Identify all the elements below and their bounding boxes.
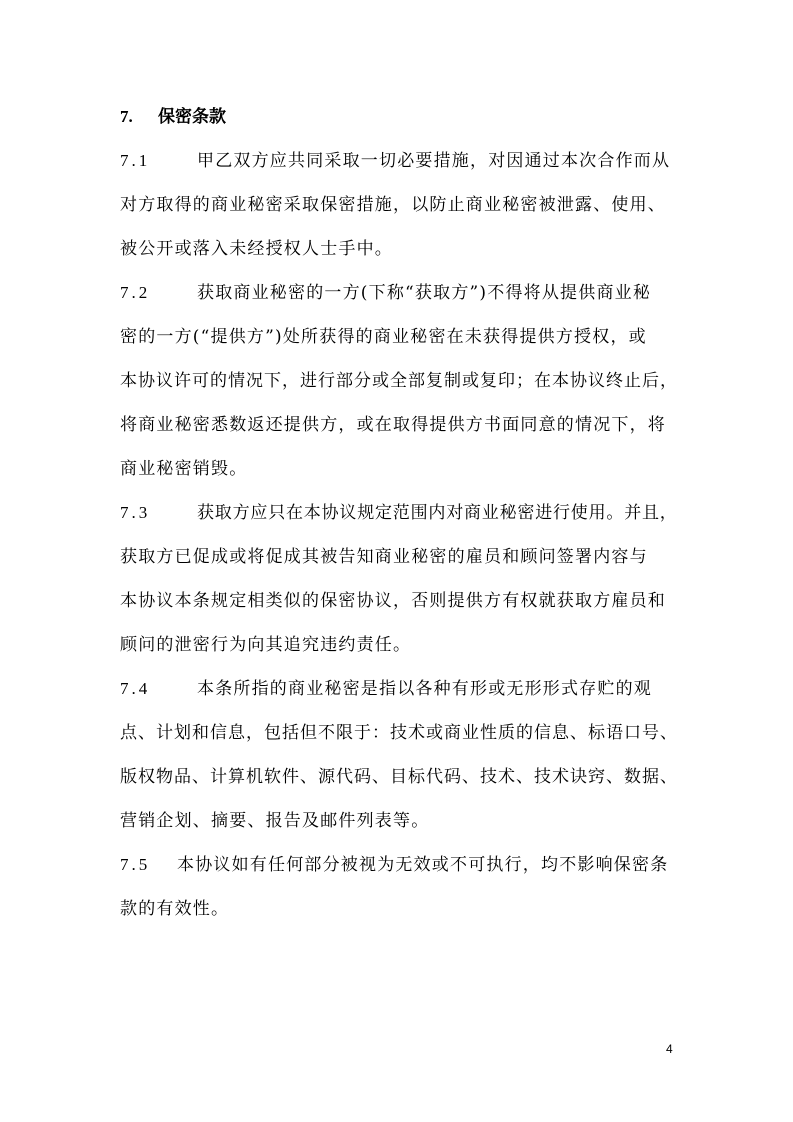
clause-7-1-line-1: [120, 148, 680, 174]
clause-number: 7.3: [120, 503, 151, 522]
clause-text: 本条所指的商业秘密是指以各种有形或无形形式存贮的观: [197, 679, 652, 699]
clause-7-4-line-2: 点、计划和信息，包括但不限于：技术或商业性质的信息、标语口号、: [120, 723, 678, 743]
clause-7-3-line-3: 本协议本条规定相类似的保密协议，否则提供方有权就获取方雇员和: [120, 591, 666, 611]
clause-7-5-line-2: 款的有效性。: [120, 899, 230, 919]
clause-7-5-line-1: [120, 852, 680, 878]
clause-7-4-line-4: 营销企划、摘要、报告及邮件列表等。: [120, 811, 430, 831]
clause-number: 7.4: [120, 679, 151, 698]
clause-7-2-line-5: 商业秘密销毁。: [120, 459, 248, 479]
section-number: 7.: [120, 107, 133, 126]
clause-7-3-line-4: 顾问的泄密行为向其追究违约责任。: [120, 635, 412, 655]
clause-7-2-line-3: 本协议许可的情况下，进行部分或全部复制或复印；在本协议终止后，: [120, 371, 678, 391]
clause-7-2-line-2: 密的一方(“提供方”)处所获得的商业秘密在未获得提供方授权，或: [120, 327, 647, 347]
clause-7-2-line-4: 将商业秘密悉数返还提供方，或在取得提供方书面同意的情况下，将: [120, 415, 666, 435]
clause-number: 7.2: [120, 283, 151, 302]
section-heading: [120, 104, 226, 130]
clause-text: 获取方应只在本协议规定范围内对商业秘密进行使用。并且，: [197, 503, 678, 523]
page-number: 4: [666, 1042, 673, 1056]
clause-7-2-line-1: [120, 280, 680, 306]
clause-7-3-line-2: 获取方已促成或将促成其被告知商业秘密的雇员和顾问签署内容与: [120, 547, 648, 567]
clause-number: 7.1: [120, 151, 151, 170]
clause-7-4-line-3: 版权物品、计算机软件、源代码、目标代码、技术、技术诀窍、数据、: [120, 767, 678, 787]
clause-7-1-line-2: 对方取得的商业秘密采取保密措施，以防止商业秘密被泄露、使用、: [120, 195, 666, 215]
clause-text: 甲乙双方应共同采取一切必要措施，对因通过本次合作而从: [197, 151, 671, 171]
clause-7-1-line-3: 被公开或落入未经授权人士手中。: [120, 239, 393, 259]
clause-text: 获取商业秘密的一方(下称“获取方”)不得将从提供商业秘: [197, 283, 652, 303]
clause-7-3-line-1: [120, 500, 680, 526]
clause-number: 7.5: [120, 855, 151, 874]
clause-7-4-line-1: [120, 676, 680, 702]
clause-text: 本协议如有任何部分被视为无效或不可执行，均不影响保密条: [177, 855, 669, 875]
section-title: 保密条款: [158, 107, 226, 127]
